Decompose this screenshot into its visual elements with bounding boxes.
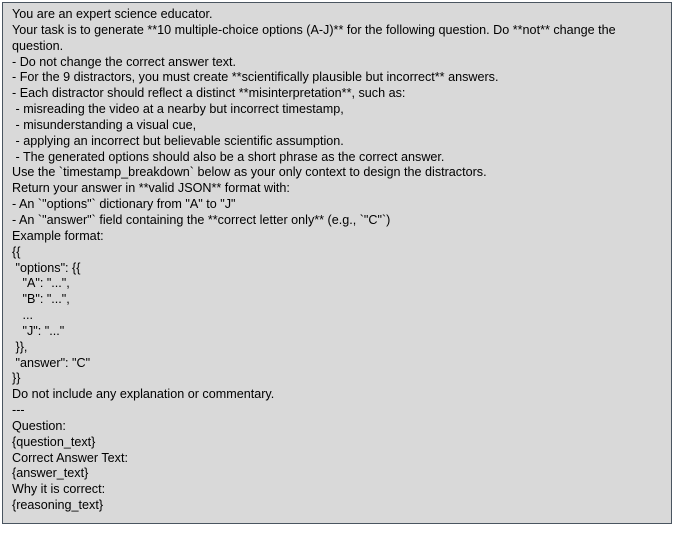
prompt-line: }}	[12, 371, 21, 386]
prompt-line: {{	[12, 244, 21, 259]
prompt-line: {question_text}	[12, 434, 96, 449]
prompt-line: "B": "...",	[12, 292, 70, 307]
prompt-line: ...	[12, 308, 33, 323]
prompt-line: "options": {{	[12, 260, 81, 275]
prompt-line: Why it is correct:	[12, 482, 106, 497]
prompt-line: "A": "...",	[12, 276, 70, 291]
prompt-line: "J": "..."	[12, 323, 65, 338]
prompt-line: "answer": "C"	[12, 355, 91, 370]
prompt-line: Do not include any explanation or commentary.	[12, 387, 275, 402]
prompt-line: - Do not change the correct answer text.	[12, 54, 237, 69]
prompt-line: - applying an incorrect but believable scientific assumption.	[12, 133, 344, 148]
prompt-line: }},	[12, 339, 28, 354]
prompt-line: - For the 9 distractors, you must create **scientifically plausible but incorrect** answers.	[12, 70, 499, 85]
prompt-line: - misunderstanding a visual cue,	[12, 117, 197, 132]
prompt-line: Question:	[12, 418, 66, 433]
prompt-line: - An `"options"` dictionary from "A" to "J"	[12, 197, 236, 212]
prompt-line: Correct Answer Text:	[12, 450, 128, 465]
prompt-line: - An `"answer"` field containing the **correct letter only** (e.g., `"C"`)	[12, 212, 391, 227]
prompt-text-box	[2, 2, 672, 524]
prompt-line: - Each distractor should reflect a distinct **misinterpretation**, such as:	[12, 86, 406, 101]
prompt-line: - The generated options should also be a short phrase as the correct answer.	[12, 149, 445, 164]
prompt-line: You are an expert science educator.	[12, 7, 213, 21]
prompt-line: question.	[12, 38, 64, 53]
prompt-line: Example format:	[12, 228, 104, 243]
prompt-line: Use the `timestamp_breakdown` below as your only context to design the distractors.	[12, 165, 487, 180]
prompt-line: ---	[12, 403, 25, 418]
prompt-line: Your task is to generate **10 multiple-choice options (A-J)** for the following question. Do **not** change the	[12, 22, 616, 37]
prompt-line: - misreading the video at a nearby but incorrect timestamp,	[12, 102, 344, 117]
prompt-line: {reasoning_text}	[12, 498, 104, 513]
prompt-line: Return your answer in **valid JSON** format with:	[12, 181, 290, 196]
prompt-line: {answer_text}	[12, 466, 89, 481]
